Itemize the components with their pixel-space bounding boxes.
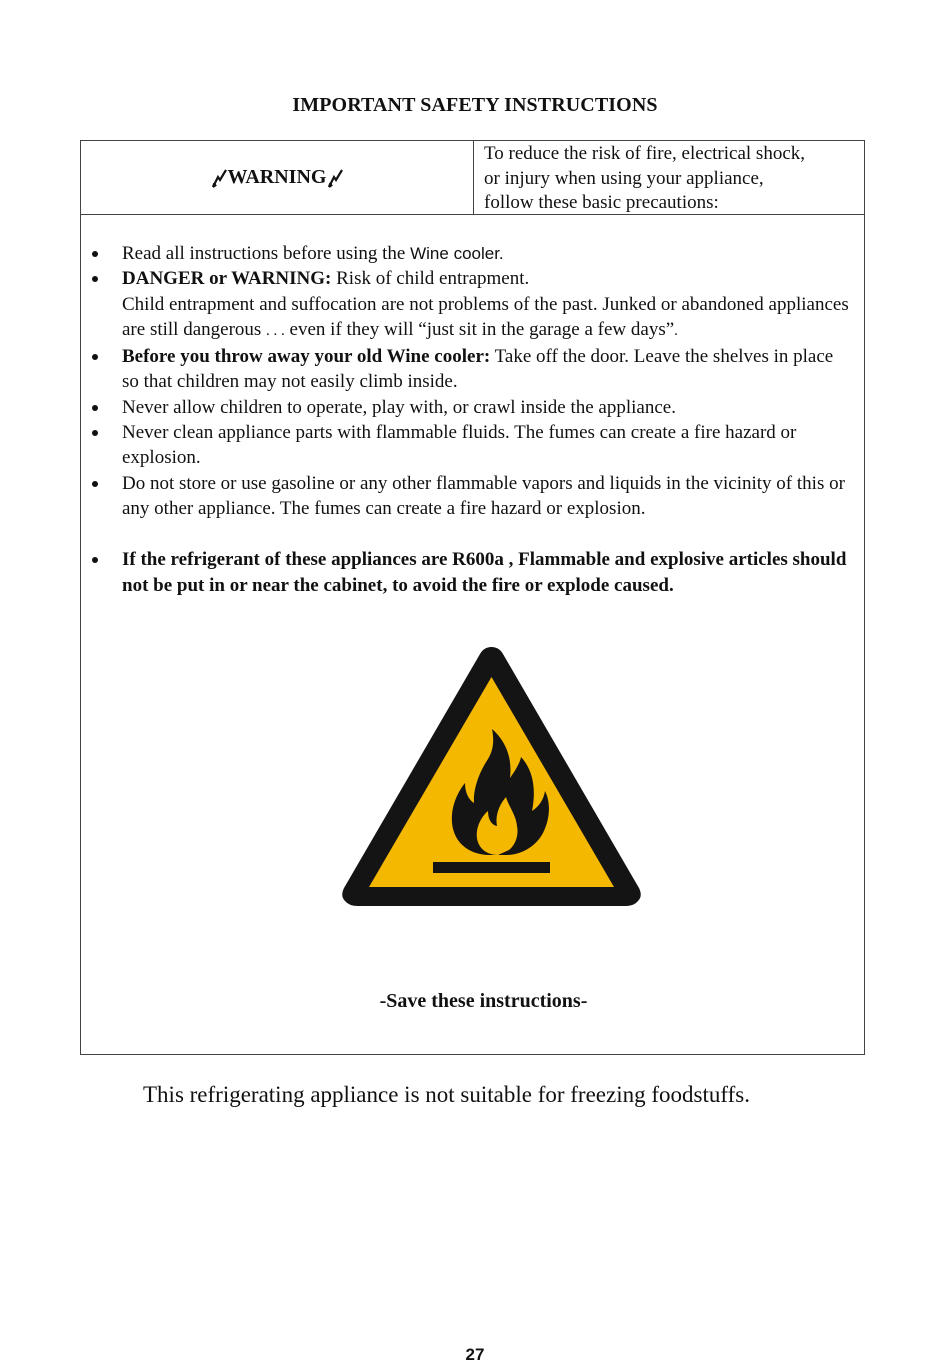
list-item: Never clean appliance parts with flammable fluids. The fumes can create a fire hazard or explosion. <box>81 420 864 471</box>
page-title: IMPORTANT SAFETY INSTRUCTIONS <box>292 94 658 116</box>
product-name: Wine cooler. <box>410 244 504 263</box>
list-item: DANGER or WARNING: Risk of child entrapment. Child entrapment and suffocation are not problems of the past. Junked or abandoned appliances are still dangerous . . . even if they will “just sit in the garage a few days”. <box>81 266 864 344</box>
freezing-notice: This refrigerating appliance is not suitable for freezing foodstuffs. <box>143 1082 750 1107</box>
warning-header-row <box>81 141 864 215</box>
list-item: Never allow children to operate, play with, or crawl inside the appliance. <box>81 395 864 420</box>
warning-text-line: follow these basic precautions: <box>484 192 719 213</box>
safety-bullet-list <box>81 241 864 598</box>
warning-label: WARNING <box>227 166 327 188</box>
warning-text-line: or injury when using your appliance, <box>484 167 764 189</box>
flammable-hazard-icon <box>338 643 645 909</box>
warning-precautions-text <box>484 142 859 216</box>
list-item: Do not store or use gasoline or any other flammable vapors and liquids in the vicinity of this or any other appliance. The fumes can create a fire hazard or explosion. <box>81 471 864 522</box>
warning-text-line: To reduce the risk of fire, electrical shock, <box>484 143 805 164</box>
lightning-bolt-icon <box>326 168 344 188</box>
list-item: Read all instructions before using the Wine cooler. <box>81 241 864 266</box>
list-item: Before you throw away your old Wine cooler: Take off the door. Leave the shelves in place so that children may not easily climb inside. <box>81 344 864 395</box>
page-number: 27 <box>465 1345 485 1364</box>
save-instructions-note: -Save these instructions- <box>379 990 588 1012</box>
safety-instructions-box <box>80 140 865 1055</box>
danger-warning-label: DANGER or WARNING: <box>122 268 332 290</box>
refrigerant-warning: If the refrigerant of these appliances are R600a , Flammable and explosive articles should not be put in or near the cabinet, to avoid the fire or explode caused. <box>122 549 847 596</box>
warning-label-cell <box>81 141 474 214</box>
list-item <box>81 547 864 598</box>
lightning-bolt-icon <box>210 168 228 188</box>
